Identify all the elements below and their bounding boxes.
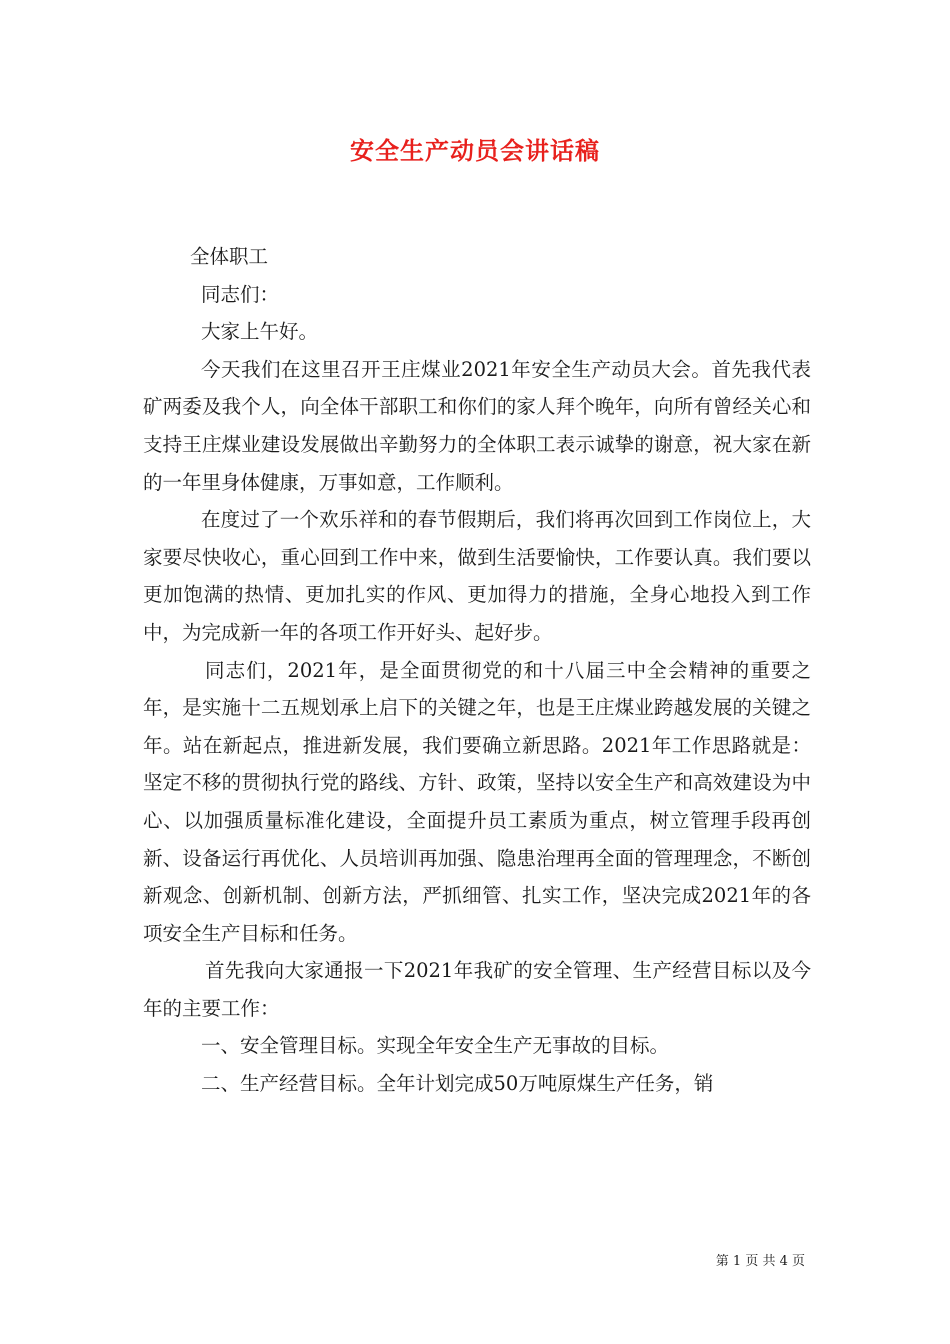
paragraph: 首先我向大家通报一下2021年我矿的安全管理、生产经营目标以及今年的主要工作： bbox=[143, 959, 811, 1020]
paragraph: 同志们，2021年，是全面贯彻党的和十八届三中全会精神的重要之年，是实施十二五规划承上启下的关键之年，也是王庄煤业跨越发展的关键之年。站在新起点，推进新发展，我们要确立新思路。2021年工作思路就是：坚定不移的贯彻执行党的路线、方针、政策，坚持以安全生产和高效建设为中心、以加强质量标准化建设，全面提升员工素质为重点，树立管理手段再创新、设备运行再优化、人员培训再加强、隐患治理再全面的管理理念，不断创新观念、创新机制、创新方法，严抓细管、扎实工作，坚决完成2021年的各项安全生产目标和任务。 bbox=[143, 658, 811, 945]
document-body bbox=[143, 238, 811, 1103]
greeting: 大家上午好。 bbox=[201, 320, 319, 344]
paragraph: 二、生产经营目标。全年计划完成50万吨原煤生产任务，销 bbox=[201, 1072, 714, 1096]
document-title: 安全生产动员会讲话稿 bbox=[350, 136, 600, 165]
salutation-all-staff: 全体职工 bbox=[190, 245, 269, 268]
paragraph: 今天我们在这里召开王庄煤业2021年安全生产动员大会。首先我代表矿两委及我个人，向全体干部职工和你们的家人拜个晚年，向所有曾经关心和支持王庄煤业建设发展做出辛勤努力的全体职工表示诚挚的谢意，祝大家在新的一年里身体健康，万事如意，工作顺利。 bbox=[143, 357, 811, 494]
salutation-comrades: 同志们： bbox=[201, 282, 280, 306]
paragraph: 在度过了一个欢乐祥和的春节假期后，我们将再次回到工作岗位上，大家要尽快收心，重心回到工作中来，做到生活要愉快，工作要认真。我们要以更加饱满的热情、更加扎实的作风、更加得力的措施，全身心地投入到工作中，为完成新一年的各项工作开好头、起好步。 bbox=[143, 508, 811, 644]
paragraph: 一、安全管理目标。实现全年安全生产无事故的目标。 bbox=[201, 1034, 670, 1058]
page-number-indicator: 第 1 页 共 4 页 bbox=[715, 1254, 805, 1269]
